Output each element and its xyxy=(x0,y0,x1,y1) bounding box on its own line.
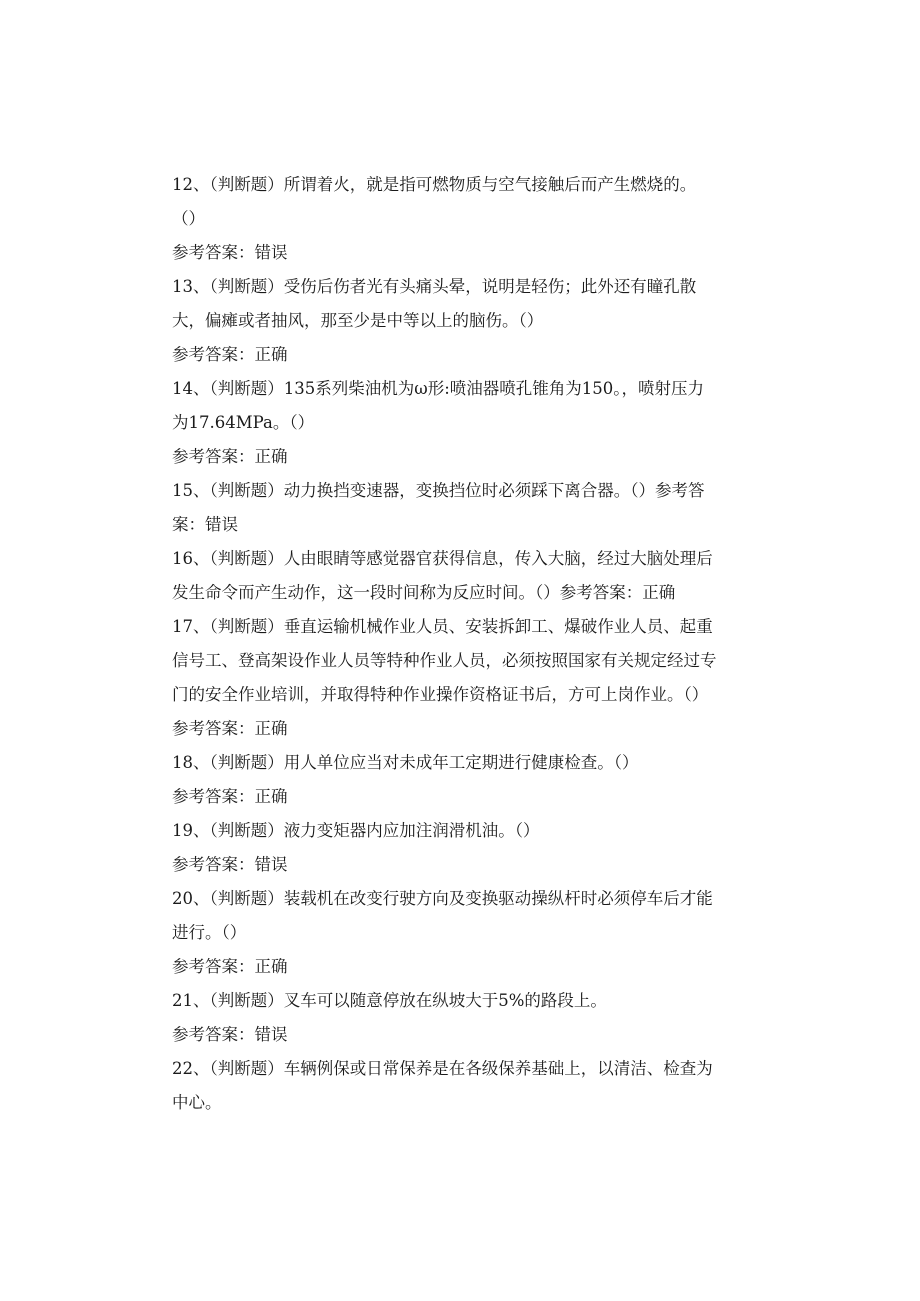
answer-21: 参考答案：错误 xyxy=(172,1025,288,1044)
question-15-line-2: 案：错误 xyxy=(172,515,238,534)
question-22-line-1: 22、（判断题）车辆例保或日常保养是在各级保养基础上，以清洁、检查为 xyxy=(172,1059,713,1078)
question-20-line-2: 进行。（） xyxy=(172,923,247,942)
question-14-line-1: 14、（判断题）135系列柴油机为ω形:喷油器喷孔锥角为150。，喷射压力 xyxy=(172,379,704,398)
question-12-line-1: 12、（判断题）所谓着火，就是指可燃物质与空气接触后而产生燃烧的。 xyxy=(172,175,697,194)
question-13-line-2: 大，偏瘫或者抽风，那至少是中等以上的脑伤。（） xyxy=(172,311,544,330)
answer-19: 参考答案：错误 xyxy=(172,855,288,874)
question-list xyxy=(172,168,752,1120)
answer-20: 参考答案：正确 xyxy=(172,957,288,976)
question-16-line-2: 发生命令而产生动作，这一段时间称为反应时间。（）参考答案：正确 xyxy=(172,583,676,602)
question-13-line-1: 13、（判断题）受伤后伤者光有头痛头晕，说明是轻伤；此外还有瞳孔散 xyxy=(172,277,697,296)
answer-12: 参考答案：错误 xyxy=(172,243,288,262)
question-18: 18、（判断题）用人单位应当对未成年工定期进行健康检查。（） xyxy=(172,753,639,772)
question-17-line-3: 门的安全作业培训，并取得特种作业操作资格证书后，方可上岗作业。（） xyxy=(172,685,709,704)
question-16-line-1: 16、（判断题）人由眼睛等感觉器官获得信息，传入大脑，经过大脑处理后 xyxy=(172,549,713,568)
answer-18: 参考答案：正确 xyxy=(172,787,288,806)
question-17-line-2: 信号工、登高架设作业人员等特种作业人员，必须按照国家有关规定经过专 xyxy=(172,651,717,670)
question-19: 19、（判断题）液力变矩器内应加注润滑机油。（） xyxy=(172,821,540,840)
answer-14: 参考答案：正确 xyxy=(172,447,288,466)
question-21: 21、（判断题）叉车可以随意停放在纵坡大于5%的路段上。 xyxy=(172,991,607,1010)
question-20-line-1: 20、（判断题）装载机在改变行驶方向及变换驱动操纵杆时必须停车后才能 xyxy=(172,889,713,908)
question-22-line-2: 中心。 xyxy=(172,1093,222,1112)
answer-13: 参考答案：正确 xyxy=(172,345,288,364)
answer-17: 参考答案：正确 xyxy=(172,719,288,738)
question-14-line-2: 为17.64MPa。（） xyxy=(172,413,315,432)
question-17-line-1: 17、（判断题）垂直运输机械作业人员、安装拆卸工、爆破作业人员、起重 xyxy=(172,617,713,636)
question-15-line-1: 15、（判断题）动力换挡变速器，变换挡位时必须踩下离合器。（）参考答 xyxy=(172,481,705,500)
question-12-line-2: （） xyxy=(172,209,205,228)
